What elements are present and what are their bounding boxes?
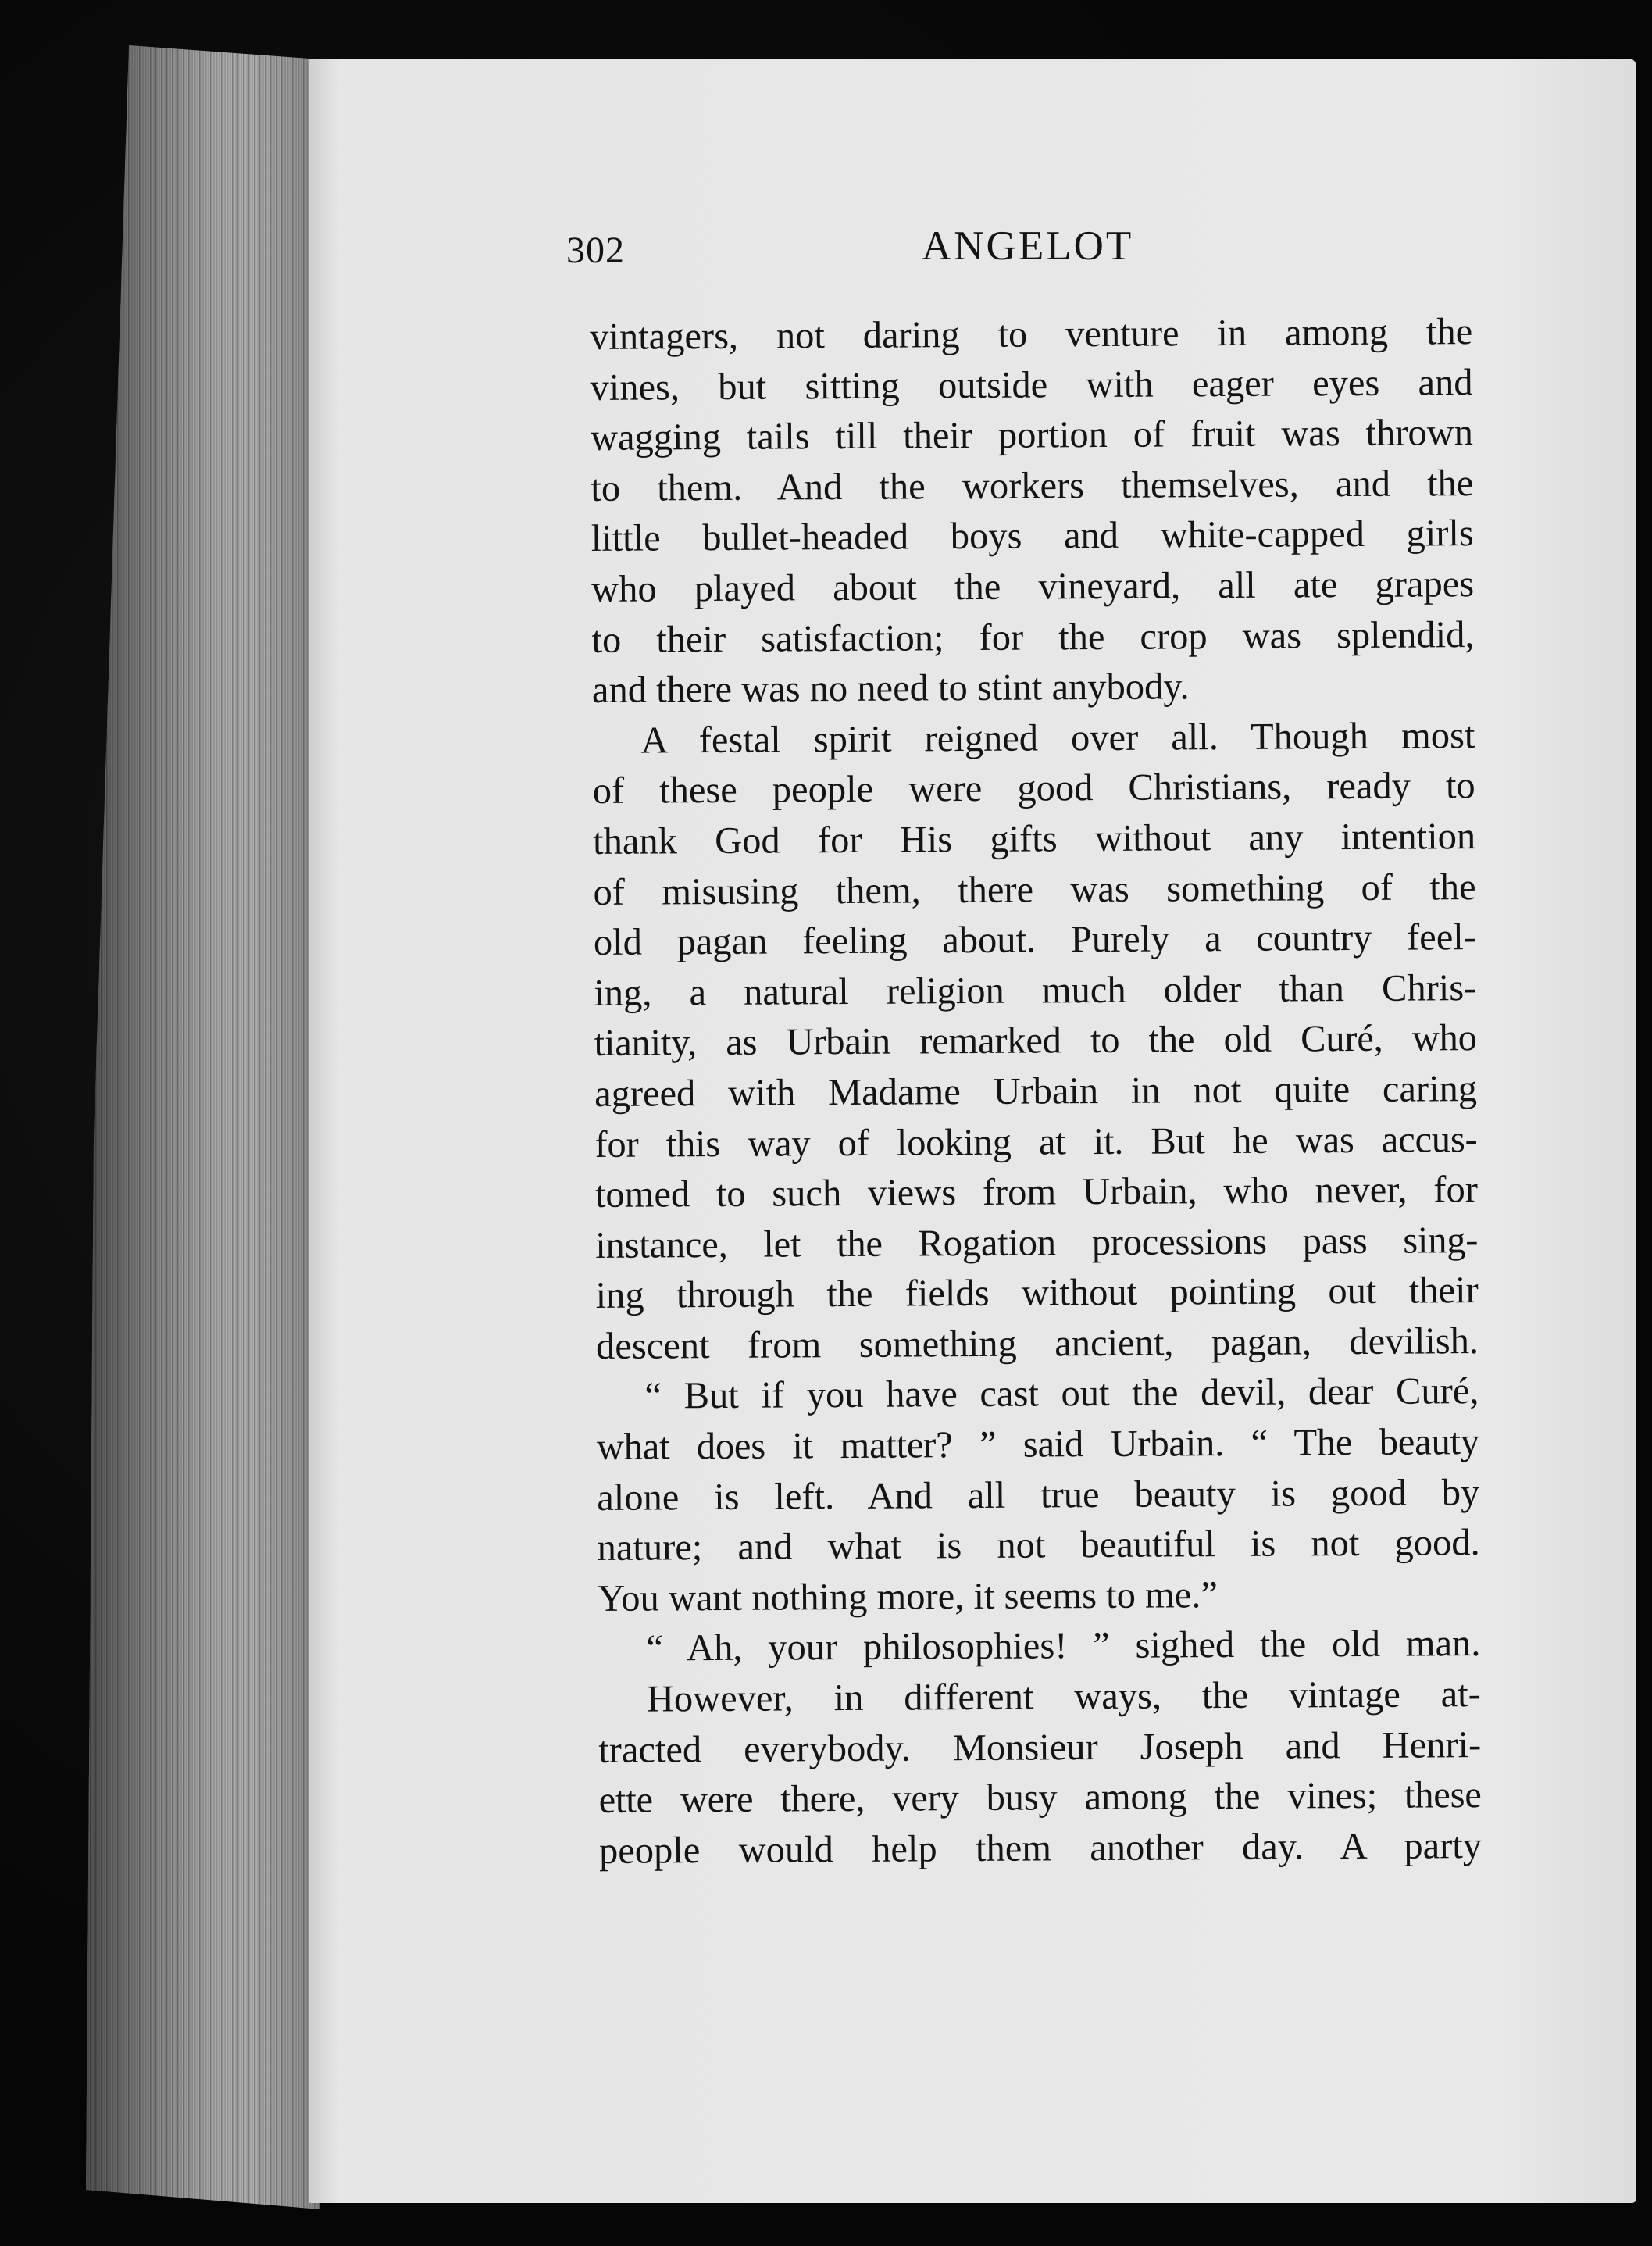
text-line: nature; and what is not beautiful is not good.: [597, 1522, 1480, 1569]
text-line: thank God for His gifts without any intention: [592, 816, 1476, 862]
text-line: of these people were good Christians, ready to: [592, 765, 1475, 812]
text-line: tianity, as Urbain remarked to the old Curé, who: [594, 1017, 1477, 1065]
text-line: of misusing them, there was something of the: [593, 866, 1476, 913]
text-line: vintagers, not daring to venture in among the: [590, 311, 1473, 358]
text-line: instance, let the Rogation processions pass sing-: [595, 1219, 1479, 1266]
text-line: However, in different ways, the vintage at-: [646, 1673, 1481, 1720]
book-page-edges-shadow: [86, 45, 320, 2209]
body-text: [590, 307, 1482, 1876]
text-line: and there was no need to stint anybody.: [591, 666, 1190, 712]
text-line: for this way of looking at it. But he was accus-: [594, 1118, 1478, 1166]
running-title: ANGELOT: [922, 223, 1134, 269]
text-line: little bullet-headed boys and white-capped girls: [591, 512, 1474, 560]
text-line: tomed to such views from Urbain, who never, for: [594, 1169, 1479, 1216]
text-line: alone is left. And all true beauty is good by: [597, 1471, 1480, 1519]
text-line: tracted everybody. Monsieur Joseph and Henri-: [598, 1723, 1482, 1771]
text-line: vines, but sitting outside with eager eyes and: [590, 361, 1473, 409]
text-line: ing through the fields without pointing out their: [595, 1269, 1479, 1317]
text-line: A festal spirit reigned over all. Though most: [640, 714, 1475, 762]
text-line: who played about the vineyard, all ate grapes: [591, 563, 1475, 610]
text-line: agreed with Madame Urbain in not quite caring: [594, 1067, 1478, 1115]
page-number: 302: [566, 230, 625, 271]
text-line: to their satisfaction; for the crop was splendid,: [591, 613, 1475, 661]
text-line: “ But if you have cast out the devil, dear Curé,: [644, 1370, 1479, 1418]
text-line: what does it matter? ” said Urbain. “ The beauty: [596, 1421, 1480, 1469]
text-line: ette were there, very busy among the vines; these: [598, 1774, 1482, 1822]
text-line: old pagan feeling about. Purely a country feel-: [593, 916, 1477, 964]
text-line: people would help them another day. A party: [598, 1824, 1483, 1872]
running-head: [566, 223, 1465, 277]
text-line: to them. And the workers themselves, and the: [591, 462, 1474, 509]
text-line: You want nothing more, it seems to me.”: [597, 1573, 1218, 1619]
text-line: ing, a natural religion much older than Chris-: [594, 966, 1477, 1014]
text-line: “ Ah, your philosophies! ” sighed the old man.: [646, 1623, 1481, 1670]
text-line: wagging tails till their portion of fruit was thrown: [590, 412, 1474, 459]
text-line: descent from something ancient, pagan, devilish.: [595, 1319, 1479, 1367]
